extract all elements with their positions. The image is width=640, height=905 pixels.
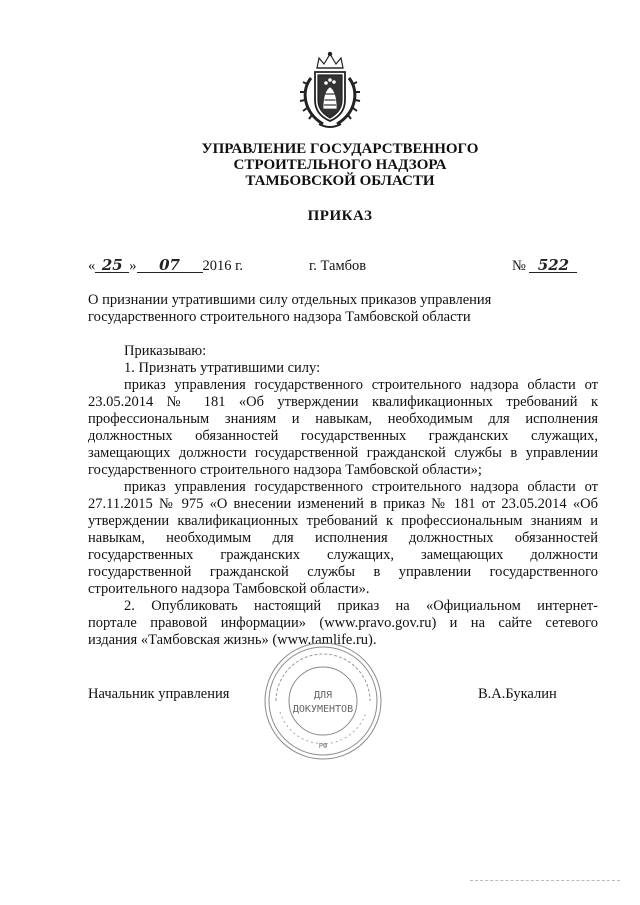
item2-line: издания «Тамбовская жизнь» (www.tamlife.ru). [88, 632, 377, 648]
tambov-coat-of-arms-icon [297, 50, 363, 130]
date-open-quote: « [88, 258, 96, 274]
order2-line: 27.11.2015 № 975 «О внесении изменений в приказ № 181 от 23.05.2014 «Об [88, 496, 598, 512]
subject-line: государственного строительного надзора Тамбовской области [88, 309, 471, 325]
order1-line: замещающих должности государственной гражданской службы в управлении [88, 445, 598, 461]
org-name-line-1: УПРАВЛЕНИЕ ГОСУДАРСТВЕННОГО [201, 141, 479, 157]
number-label: № [512, 258, 526, 274]
date-year: 2016 г. [202, 258, 244, 274]
order2-line: государственных гражданских служащих, замещающих должности [88, 547, 598, 563]
city: г. Тамбов [309, 258, 367, 274]
stamp-text-bottom: РФ [318, 742, 328, 750]
item2-line: 2. Опубликовать настоящий приказ на «Официальном интернет- [124, 598, 598, 614]
scan-edge-divider [470, 880, 620, 881]
signatory-position: Начальник управления [88, 686, 230, 702]
order2-line: государственной гражданской службы в управлении государственного [88, 564, 598, 580]
stamp-text-line-1: ДЛЯ [313, 690, 333, 701]
item-1-heading: 1. Признать утратившими силу: [124, 360, 321, 376]
org-name-line-2: СТРОИТЕЛЬНОГО НАДЗОРА [233, 157, 447, 173]
date-close-quote: » [129, 258, 137, 274]
order2-line: приказ управления государственного строительного надзора области от [124, 479, 598, 495]
item2-line: портале правовой информации» (www.pravo.gov.ru) и на сайте сетевого [88, 615, 598, 631]
stamp-text-line-2: ДОКУМЕНТОВ [292, 704, 354, 715]
order-date [88, 258, 243, 274]
official-stamp [262, 640, 384, 762]
order1-line: 23.05.2014 № 181 «Об утверждении квалификационных требований к [88, 394, 598, 410]
order2-line: строительного надзора Тамбовской области». [88, 581, 370, 597]
date-day: 25 [95, 259, 129, 273]
order2-line: навыкам, необходимым для исполнения должностных обязанностей [88, 530, 598, 546]
order2-line: утверждении квалификационных требований к профессиональным знаниям и [88, 513, 598, 529]
order-subject [88, 292, 548, 326]
date-month: 07 [137, 259, 203, 273]
org-name-line-3: ТАМБОВСКОЙ ОБЛАСТИ [245, 173, 435, 189]
intro-text: Приказываю: [124, 343, 207, 359]
order1-line: профессиональным знаниям и навыкам, необходимым для исполнения [88, 411, 598, 427]
signatory-name: В.А.Букалин [478, 686, 557, 702]
number-value: 522 [529, 259, 577, 273]
order1-line: должностных обязанностей государственных гражданских служащих, [88, 428, 598, 444]
order-number [512, 258, 577, 274]
subject-line: О признании утратившими силу отдельных приказов управления [88, 292, 492, 308]
document-type-title: ПРИКАЗ [307, 208, 373, 224]
order1-line: государственного строительного надзора Тамбовской области»; [88, 462, 482, 478]
order1-line: приказ управления государственного строительного надзора области от [124, 377, 598, 393]
